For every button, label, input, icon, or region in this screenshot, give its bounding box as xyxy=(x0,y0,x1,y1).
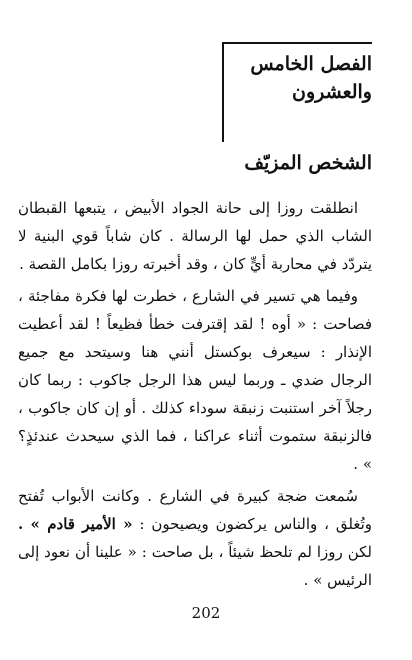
paragraph-text: لكن روزا لم تلحظ شيئاً ، بل صاحت : « علينا أن نعود إلى الرئيس » . xyxy=(18,543,372,589)
paragraph-text: انطلقت روزا إلى حانة الجواد الأبيض ، يتبعها القبطان الشاب الذي حمل لها الرسالة . كان شاباً قوي البنية لا يتردّد في محاربة أيٍّ كان ، وقد أخبرته روزا بكامل القصة . xyxy=(18,199,372,273)
paragraph-text: وفيما هي تسير في الشارع ، خطرت لها فكرة مفاجئة ، فصاحت : « أوه ! لقد إقترفت خطأ فظيعاً ! لقد أعطيت الإنذار : سيعرف بوكستل أنني هنا وسيتحد مع جميع الرجال ضدي ـ وربما ليس هذا الرجل جاكوب : ربما كان رجلاً آخر استنبت زنبقة سوداء كذلك . أو إن كان جاكوب ، فالزنبقة ستموت أثناء عراكنا ، فما الذي سيحدث عندئذٍ؟ » . xyxy=(18,287,372,473)
page-number: 202 xyxy=(191,604,221,622)
paragraph xyxy=(18,482,372,594)
chapter-heading-frame xyxy=(222,42,372,142)
paragraph-text: سُمعت ضجة كبيرة في الشارع . وكانت الأبواب تُفتح وتُغلق ، والناس يركضون ويصيحون : xyxy=(18,487,372,533)
chapter-title: الفصل الخامس والعشرون xyxy=(250,53,372,103)
section-title: الشخص المزيّف xyxy=(244,152,372,174)
paragraph xyxy=(18,194,372,278)
paragraph xyxy=(18,282,372,478)
emphasized-text: « الأمير قادم » . xyxy=(18,515,133,533)
body-text xyxy=(18,194,372,594)
